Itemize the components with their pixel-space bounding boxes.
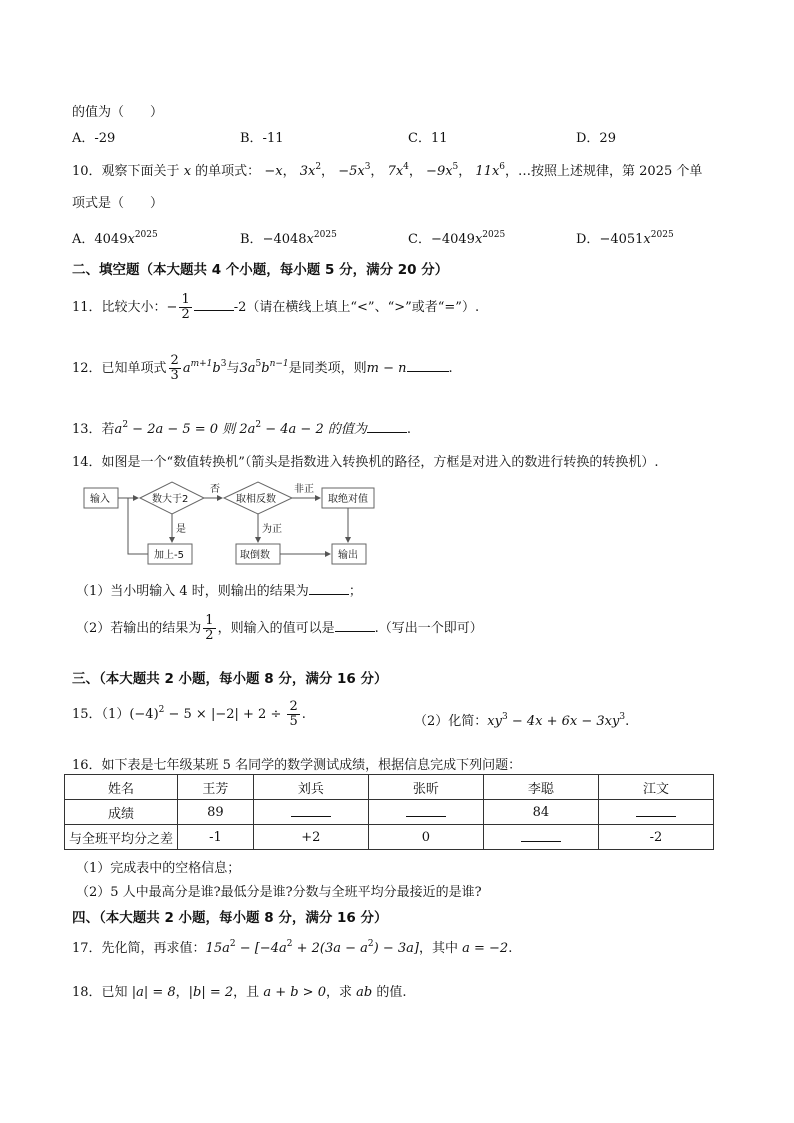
table-header-cell: 李聪: [483, 775, 598, 800]
q9-option-a: A．-29: [72, 131, 116, 146]
table-cell: -1: [178, 825, 254, 850]
table-cell-blank: [598, 800, 713, 825]
q10-option-c: C．$-4049x^{2025}$: [408, 230, 506, 247]
number-converter-diagram: [76, 476, 394, 568]
q14-fraction: $\frac{1}{2}$: [205, 613, 214, 643]
table-header-cell: 江文: [598, 775, 713, 800]
q14-stem: 14．如图是一个“数值转换机”（箭头是指数进入转换机的路径，方框是对进入的数进行转换的转换机）.: [72, 455, 659, 470]
diagram-recip-label: 取倒数: [240, 550, 270, 561]
q13: 13．若$a^2 - 2a - 5 = 0$ 则 $2a^2 - 4a - 2$ 的值为 .: [72, 420, 411, 437]
q14-sub1: （1）当小明输入 4 时，则输出的结果为 ；: [76, 584, 362, 599]
q12-fraction: $\frac{2}{3}$: [170, 353, 179, 383]
q15-part1: 15．$(1)(-4)^2 - 5 \times |-2| + 2$ ÷ $\frac{2}{5}$ .: [72, 699, 306, 729]
section-4-title: 四、（本大题共 2 小题，每小题 8 分，满分 16 分）: [72, 910, 388, 926]
table-cell: 89: [178, 800, 254, 825]
diagram-pos-label: 为正: [262, 524, 282, 535]
q13-blank: [367, 420, 407, 433]
table-cell-blank: [368, 800, 483, 825]
table-header-cell: 王芳: [178, 775, 254, 800]
q11-fraction: $\frac{1}{2}$: [181, 292, 190, 322]
diagram-yes-label: 是: [176, 524, 186, 535]
diagram-no-label: 否: [210, 484, 220, 495]
q12-blank: [407, 359, 449, 372]
q14-sub2-blank: [335, 619, 375, 632]
diagram-input-label: 输入: [90, 494, 110, 505]
table-cell: 与全班平均分之差: [65, 825, 178, 850]
table-cell: 0: [368, 825, 483, 850]
q15-part2: （2）化简：$xy^3 - 4x + 6x - 3xy^3$.: [414, 712, 630, 729]
q11-blank: [194, 298, 234, 311]
table-header-cell: 张昕: [368, 775, 483, 800]
section-2-title: 二、填空题（本大题共 4 个小题，每小题 5 分，满分 20 分）: [72, 262, 449, 278]
q11: 11．比较大小：− $\frac{1}{2}$ -2（请在横线上填上“<”、“>”或者“=”）.: [72, 292, 480, 322]
q9-option-d: D．29: [576, 131, 616, 146]
q18: 18．已知 |a| = 8，|b| = 2，且 a + b > 0，求 ab 的值.: [72, 985, 407, 1000]
q17: 17．先化简，再求值：$15a^2 - [-4a^2 + 2(3a - a^2) - 3a]$，其中 a = −2.: [72, 939, 513, 956]
table-row: [65, 775, 714, 800]
table-row: [65, 825, 714, 850]
q12: 12．已知单项式 $\frac{2}{3}$ $a^{m+1}b^3$与$3a^5b^{n-1}$是同类项，则m − n .: [72, 353, 453, 383]
q15-fraction: $\frac{2}{5}$: [289, 699, 298, 729]
table-cell: 成绩: [65, 800, 178, 825]
diagram-abs-label: 取绝对值: [328, 494, 368, 505]
q10-stem: 10．观察下面关于 x 的单项式： −x， $3x^2$， $-5x^3$， $7x^4$， $-9x^5$， $11x^6$，…按照上述规律，第 2025 个单: [72, 162, 703, 179]
diagram-cond2-label: 取相反数: [236, 494, 276, 505]
table-cell: +2: [253, 825, 368, 850]
q10-option-b: B．$-4048x^{2025}$: [240, 230, 337, 247]
diagram-nonpos-label: 非正: [294, 484, 314, 495]
table-cell: 84: [483, 800, 598, 825]
score-table: [64, 774, 714, 850]
table-cell-blank: [253, 800, 368, 825]
diagram-add-label: 加上-5: [154, 550, 184, 561]
table-cell-blank: [483, 825, 598, 850]
q9-option-c: C．11: [408, 131, 448, 146]
q16-sub2: （2）5 人中最高分是谁?最低分是谁?分数与全班平均分最接近的是谁?: [76, 885, 482, 900]
diagram-cond1-label: 数大于2: [152, 494, 189, 505]
q14-sub2: （2）若输出的结果为 $\frac{1}{2}$ ，则输入的值可以是 .（写出一个即可）: [76, 613, 483, 643]
table-row: [65, 800, 714, 825]
q10-option-d: D．$-4051x^{2025}$: [576, 230, 674, 247]
diagram-output-label: 输出: [338, 550, 358, 561]
q10-line2: 项式是（ ）: [72, 196, 164, 211]
q14-sub1-blank: [309, 582, 349, 595]
table-header-cell: 刘兵: [253, 775, 368, 800]
table-header-cell: 姓名: [65, 775, 178, 800]
section-3-title: 三、（本大题共 2 小题，每小题 8 分，满分 16 分）: [72, 671, 388, 687]
q9-tail: 的值为（ ）: [72, 105, 164, 120]
table-cell: -2: [598, 825, 713, 850]
q16-stem: 16．如下表是七年级某班 5 名同学的数学测试成绩，根据信息完成下列问题：: [72, 758, 522, 773]
q9-option-b: B．-11: [240, 131, 284, 146]
q10-option-a: A．$4049x^{2025}$: [72, 230, 158, 247]
q16-sub1: （1）完成表中的空格信息；: [76, 861, 241, 876]
